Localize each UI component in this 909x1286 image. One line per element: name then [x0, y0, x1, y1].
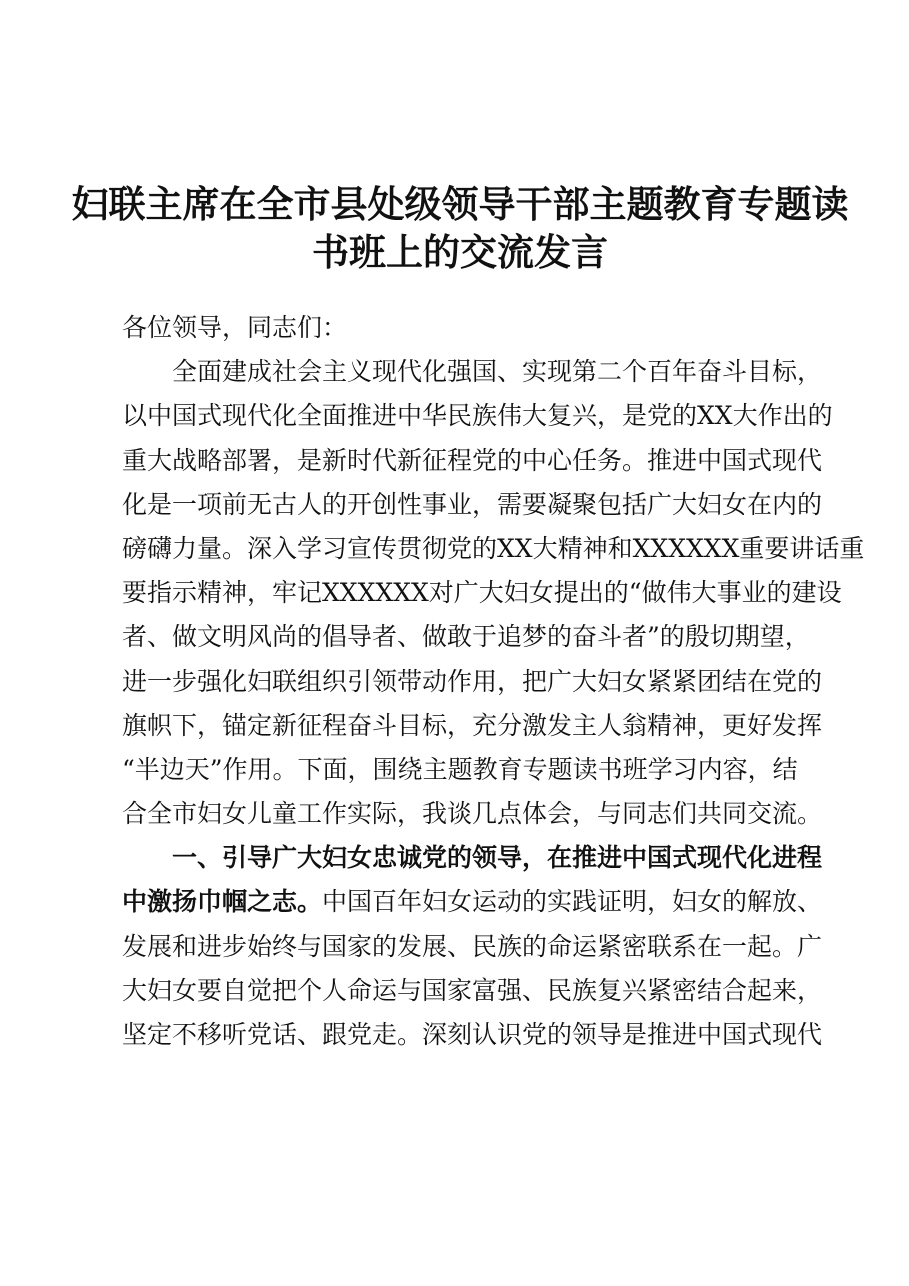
document-body — [122, 306, 865, 1057]
paragraph-line: 全面建成社会主义现代化强国、实现第二个百年奋斗目标， — [172, 357, 823, 387]
section-text: 中国百年妇女运动的实践证明，妇女的解放、 — [322, 887, 823, 917]
salutation: 各位领导，同志们： — [122, 313, 348, 342]
title-line: 妇联主席在全市县处级领导干部主题教育专题读 — [71, 182, 849, 226]
paragraph-line: 重大战略部署，是新时代新征程党的中心任务。推进中国式现代 — [122, 445, 823, 475]
paragraph-line: 大妇女要自觉把个人命运与国家富强、民族复兴紧密结合起来， — [122, 975, 823, 1005]
document-title — [70, 180, 850, 276]
section-heading-line — [122, 880, 823, 924]
paragraph-line: 以中国式现代化全面推进中华民族伟大复兴，是党的XX大作出的 — [122, 401, 833, 431]
paragraph-line: 者、做文明风尚的倡导者、做敢于追梦的奋斗者”的殷切期望， — [122, 622, 810, 652]
paragraph-line: 发展和进步始终与国家的发展、民族的命运紧密联系在一起。广 — [122, 931, 823, 961]
paragraph-line: 坚定不移听党话、跟党走。深刻认识党的领导是推进中国式现代 — [122, 1020, 823, 1049]
paragraph-line: 合全市妇女儿童工作实际，我谈几点体会，与同志们共同交流。 — [122, 799, 823, 829]
paragraph-line: 化是一项前无古人的开创性事业，需要凝聚包括广大妇女在内的 — [122, 489, 823, 519]
paragraph-line: 磅礴力量。深入学习宣传贯彻党的XX大精神和XXXXXX重要讲话重 — [122, 533, 865, 563]
paragraph-line: 进一步强化妇联组织引领带动作用，把广大妇女紧紧团结在党的 — [122, 666, 823, 696]
paragraph-line: 旗帜下，锚定新征程奋斗目标，充分激发主人翁精神，更好发挥 — [122, 710, 823, 740]
paragraph-line: 要指示精神，牢记XXXXXX对广大妇女提出的“做伟大事业的建设 — [122, 578, 842, 608]
title-line: 书班上的交流发言 — [312, 230, 608, 274]
section-heading-continued: 中激扬巾帼之志。 — [122, 887, 323, 917]
section-heading: 一、引导广大妇女忠诚党的领导，在推进中国式现代化进程 — [172, 843, 823, 873]
paragraph-line: “半边天”作用。下面，围绕主题教育专题读书班学习内容，结 — [122, 754, 798, 784]
